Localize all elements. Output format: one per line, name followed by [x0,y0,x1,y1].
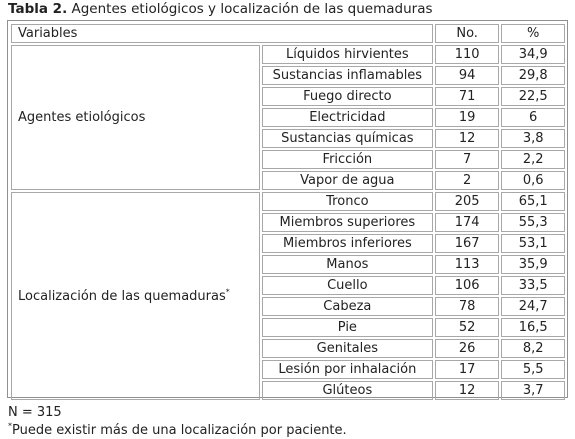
row-count: 17 [435,360,499,379]
row-count: 113 [435,255,499,274]
row-label: Fricción [262,150,433,169]
row-count: 7 [435,150,499,169]
group-label-cell [11,45,260,190]
row-count: 12 [435,381,499,400]
row-percent: 22,5 [501,87,565,106]
footnote-note [8,423,347,438]
row-label: Genitales [262,339,433,358]
header-variables: Variables [11,24,433,43]
header-percent: % [501,24,565,43]
footnote-n: N = 315 [8,405,62,420]
row-label: Tronco [262,192,433,211]
row-percent: 8,2 [501,339,565,358]
row-label: Lesión por inhalación [262,360,433,379]
row-count: 2 [435,171,499,190]
row-label: Cuello [262,276,433,295]
row-label: Líquidos hirvientes [262,45,433,64]
row-label: Sustancias químicas [262,129,433,148]
row-count: 94 [435,66,499,85]
row-percent: 2,2 [501,150,565,169]
row-count: 26 [435,339,499,358]
row-percent: 3,8 [501,129,565,148]
row-percent: 6 [501,108,565,127]
row-percent: 24,7 [501,297,565,316]
table-number: Tabla 2. [8,1,68,17]
row-label: Electricidad [262,108,433,127]
row-percent: 35,9 [501,255,565,274]
row-percent: 3,7 [501,381,565,400]
header-row [11,24,565,43]
row-percent: 33,5 [501,276,565,295]
row-label: Cabeza [262,297,433,316]
row-count: 12 [435,129,499,148]
row-label: Fuego directo [262,87,433,106]
group-label: Localización de las quemaduras [18,288,226,304]
row-count: 52 [435,318,499,337]
row-label: Miembros inferiores [262,234,433,253]
table-grid [9,22,567,402]
group-label-footnote-mark: * [225,287,230,297]
row-label: Vapor de agua [262,171,433,190]
row-percent: 29,8 [501,66,565,85]
table-title: Agentes etiológicos y localización de las quemaduras [71,1,433,17]
table-caption [8,1,433,17]
header-no: No. [435,24,499,43]
row-count: 19 [435,108,499,127]
row-percent: 16,5 [501,318,565,337]
row-percent: 0,6 [501,171,565,190]
row-percent: 55,3 [501,213,565,232]
data-table [7,20,568,398]
row-label: Miembros superiores [262,213,433,232]
row-percent: 53,1 [501,234,565,253]
group-label: Agentes etiológicos [18,110,146,125]
row-percent: 65,1 [501,192,565,211]
footnote-mark: * [8,421,12,431]
row-count: 174 [435,213,499,232]
row-count: 110 [435,45,499,64]
row-percent: 34,9 [501,45,565,64]
footnote-text: Puede existir más de una localización por paciente. [12,423,347,438]
table-row [11,45,565,64]
row-label: Glúteos [262,381,433,400]
row-label: Sustancias inflamables [262,66,433,85]
row-percent: 5,5 [501,360,565,379]
row-count: 106 [435,276,499,295]
row-label: Manos [262,255,433,274]
row-count: 78 [435,297,499,316]
row-label: Pie [262,318,433,337]
row-count: 71 [435,87,499,106]
row-count: 167 [435,234,499,253]
row-count: 205 [435,192,499,211]
table-row [11,192,565,211]
group-label-cell [11,192,260,400]
